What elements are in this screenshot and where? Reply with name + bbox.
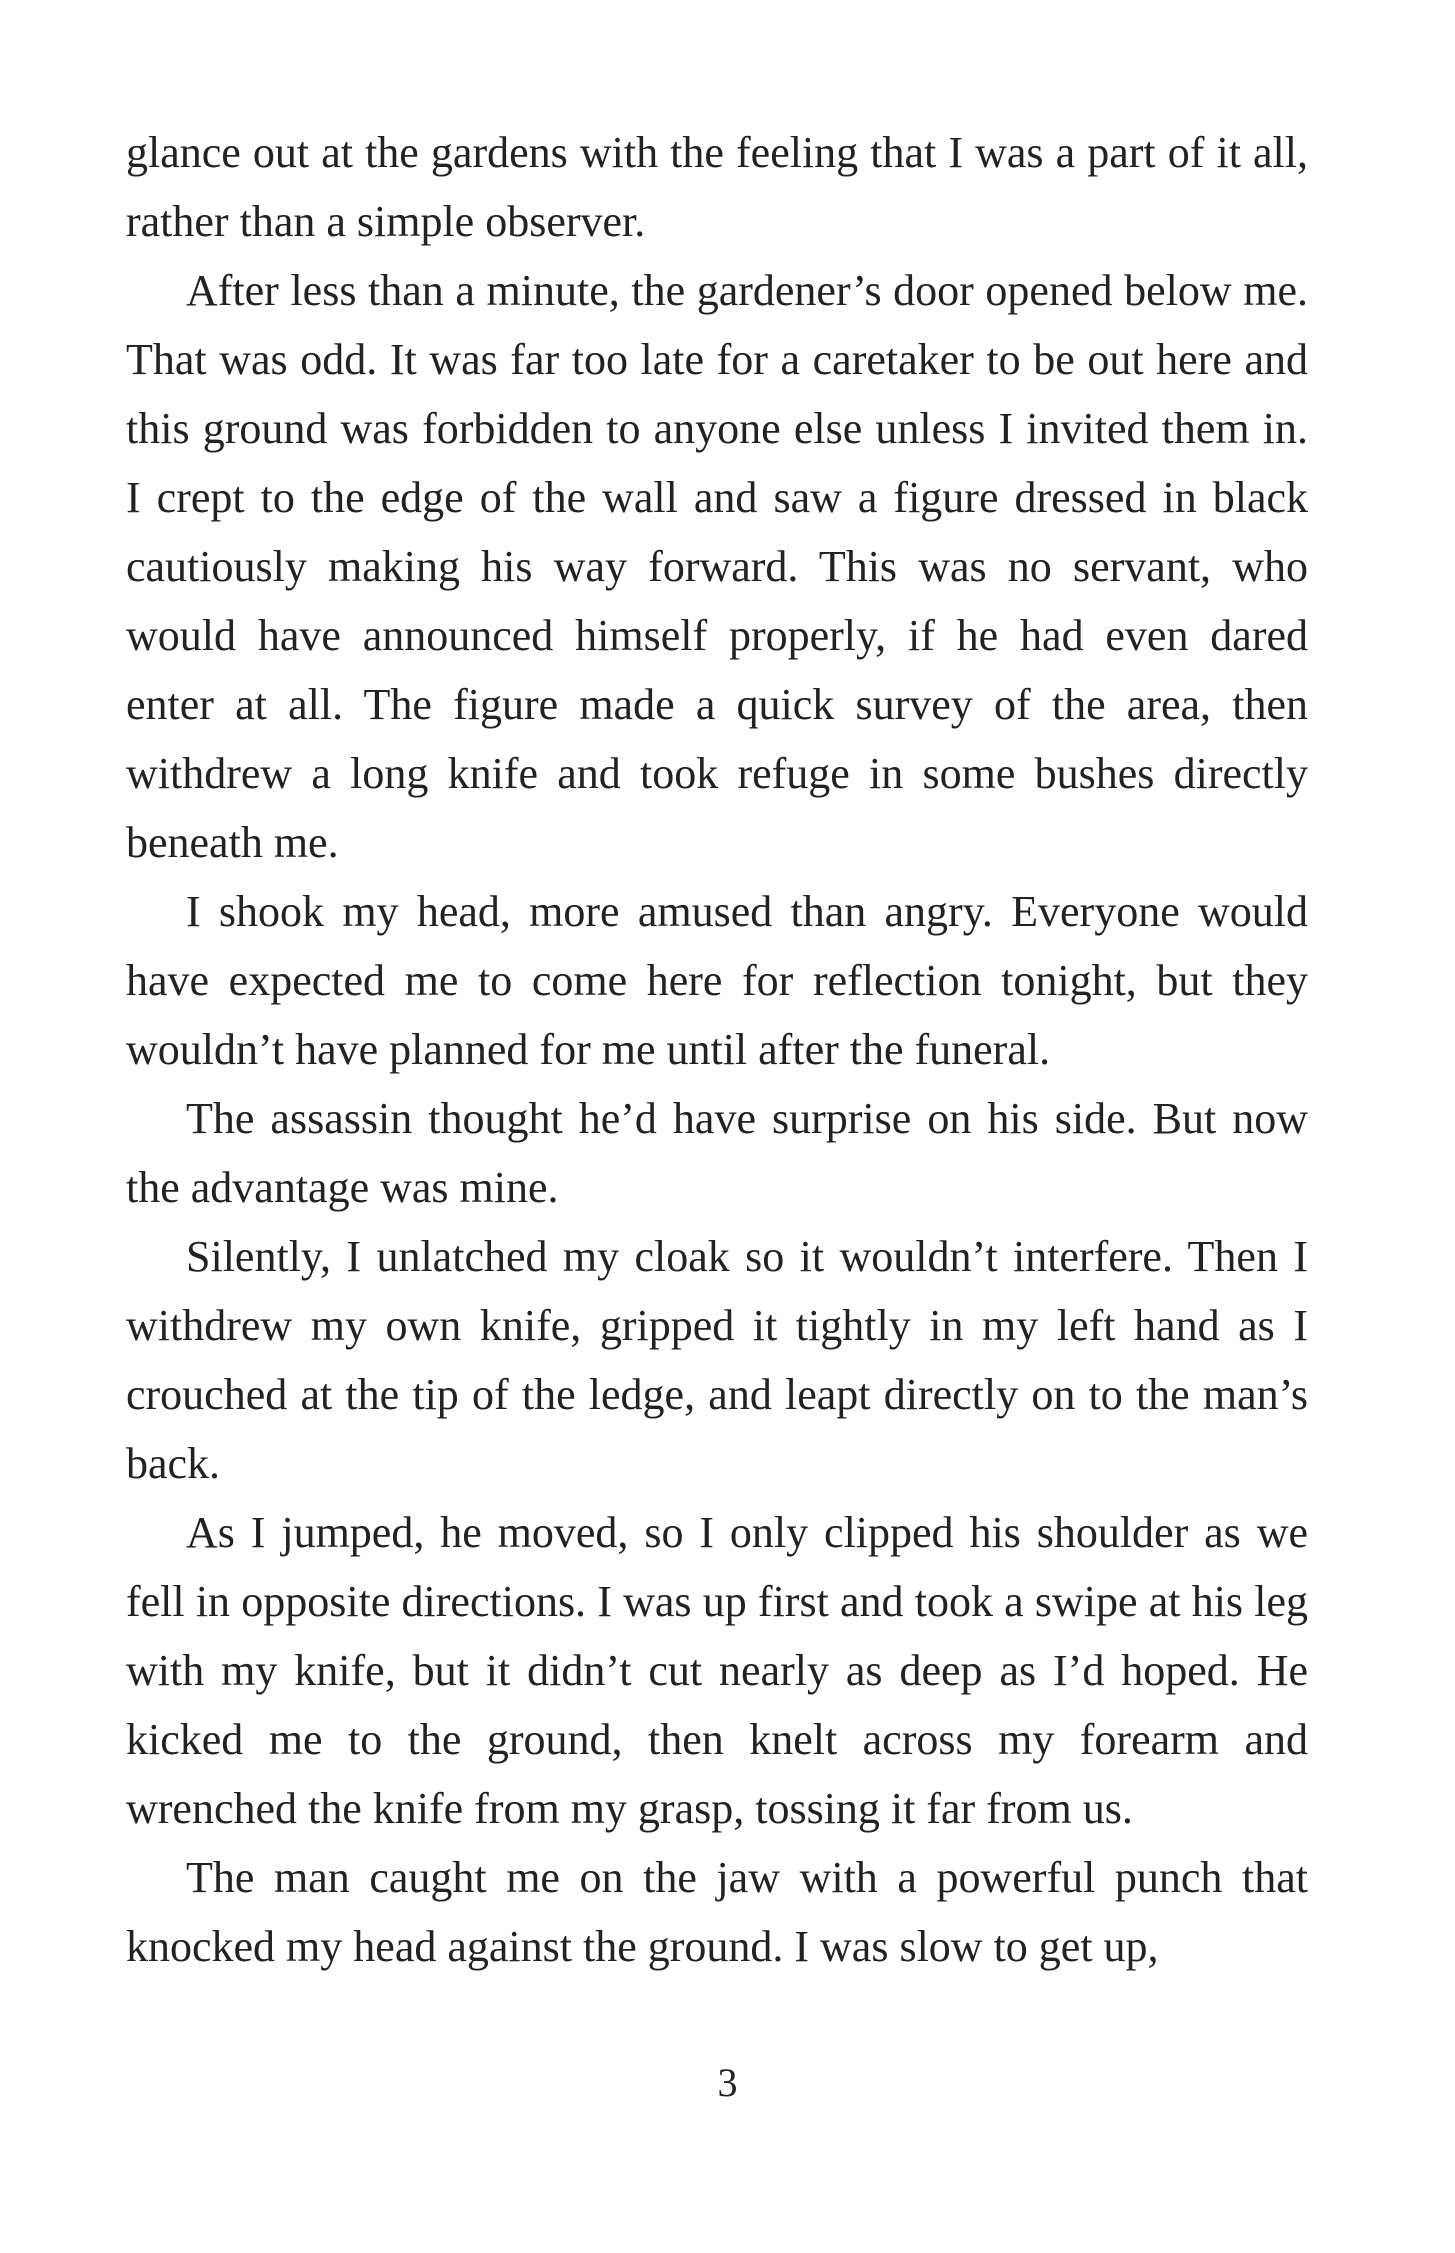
paragraph: The assassin thought he’d have surprise on his side. But now the advantage was mine.	[126, 1094, 1308, 1212]
paragraph: As I jumped, he moved, so I only clipped his shoulder as we fell in opposite directions. I was up first and took a swipe at his leg with my knife, but it didn’t cut nearly as deep as I’d hoped. He kicked me to the ground, then knelt across my forearm and wrenched the knife from my grasp, tossing it far from us.	[126, 1508, 1308, 1833]
paragraph: Silently, I unlatched my cloak so it wouldn’t interfere. Then I withdrew my own knife, gripped it tightly in my left hand as I crouched at the tip of the ledge, and leapt directly on to the man’s back.	[126, 1232, 1308, 1488]
paragraph: I shook my head, more amused than angry. Everyone would have expected me to come here for reflection tonight, but they wouldn’t have planned for me until after the funeral.	[126, 887, 1308, 1074]
body-text	[126, 118, 1308, 1981]
paragraph: glance out at the gardens with the feeling that I was a part of it all, rather than a simple observer.	[126, 128, 1308, 246]
paragraph: The man caught me on the jaw with a powerful punch that knocked my head against the ground. I was slow to get up,	[126, 1853, 1308, 1971]
paragraph: After less than a minute, the gardener’s door opened below me. That was odd. It was far too late for a caretaker to be out here and this ground was forbidden to anyone else unless I invited them in. I crept to the edge of the wall and saw a figure dressed in black cautiously making his way forward. This was no servant, who would have announced himself properly, if he had even dared enter at all. The figure made a quick survey of the area, then withdrew a long knife and took refuge in some bushes directly beneath me.	[126, 266, 1308, 867]
page-number: 3	[717, 2060, 738, 2105]
